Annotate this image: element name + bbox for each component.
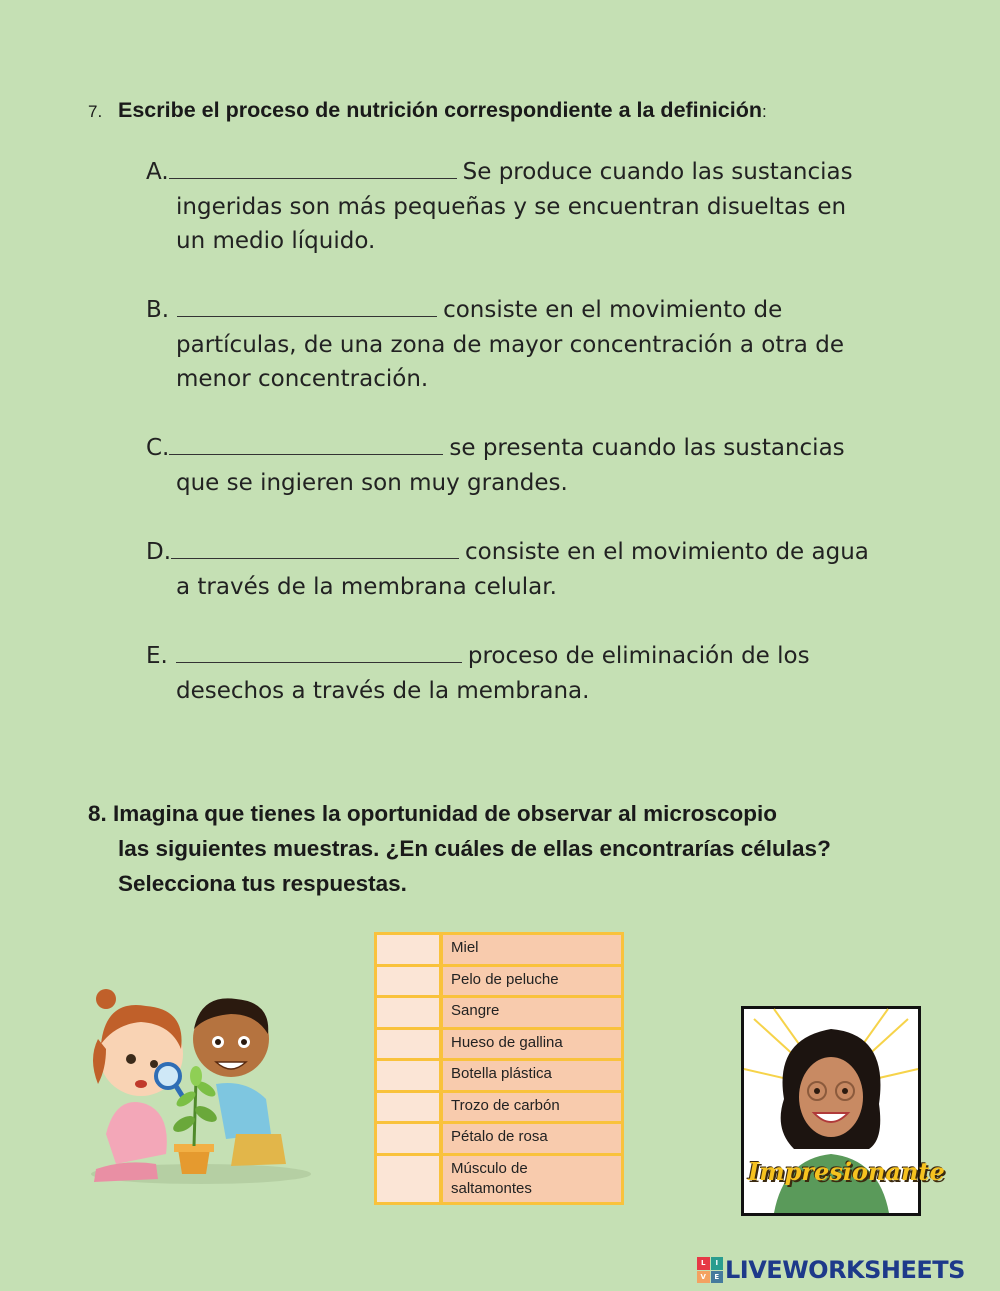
item-letter: E. [146, 643, 168, 669]
kids-illustration [86, 984, 316, 1194]
kids-with-plant-icon [86, 984, 316, 1194]
item-text: que se ingieren son muy grandes. [176, 469, 568, 496]
option-checkbox[interactable] [377, 935, 439, 964]
item-text: desechos a través de la membrana. [176, 677, 590, 704]
logo-mark-icon [697, 1257, 723, 1283]
question-text: Escribe el proceso de nutrición correspondiente a la definición [118, 98, 762, 122]
question-number: 7. [88, 102, 103, 121]
table-row [377, 998, 621, 1027]
option-label: Pelo de peluche [443, 967, 621, 996]
option-label-line: saltamontes [451, 1179, 532, 1197]
table-row [377, 967, 621, 996]
item-text: proceso de eliminación de los [467, 643, 810, 669]
colon: : [761, 102, 767, 121]
option-checkbox[interactable] [377, 1124, 439, 1153]
table-row [377, 1061, 621, 1090]
option-checkbox[interactable] [377, 998, 439, 1027]
option-label: Botella plástica [443, 1061, 621, 1090]
option-checkbox[interactable] [377, 967, 439, 996]
logo-mark-letter: V [697, 1271, 710, 1284]
answer-blank-b[interactable] [177, 294, 437, 317]
item-c [146, 431, 946, 500]
item-letter: D. [146, 539, 172, 565]
table-row [377, 1124, 621, 1153]
option-label: Miel [443, 935, 621, 964]
logo-text: LIVEWORKSHEETS [725, 1256, 965, 1284]
item-text: menor concentración. [176, 366, 429, 392]
option-label: Hueso de gallina [443, 1030, 621, 1059]
option-label: Trozo de carbón [443, 1093, 621, 1122]
option-checkbox[interactable] [377, 1030, 439, 1059]
liveworksheets-logo[interactable] [697, 1254, 965, 1286]
question-text: Imagina que tienes la oportunidad de observar al microscopio [113, 801, 777, 826]
table-row [377, 1030, 621, 1059]
option-checkbox[interactable] [377, 1156, 439, 1202]
item-letter: A. [146, 159, 169, 185]
item-text: un medio líquido. [176, 228, 376, 254]
logo-mark-letter: E [711, 1271, 724, 1284]
option-checkbox[interactable] [377, 1093, 439, 1122]
answer-blank-e[interactable] [176, 640, 462, 663]
answer-blank-d[interactable] [171, 536, 459, 559]
item-b [146, 293, 946, 397]
logo-mark-letter: I [711, 1257, 724, 1270]
item-text: ingeridas son más pequeñas y se encuentran disueltas en [176, 193, 847, 220]
item-d [146, 535, 946, 604]
option-checkbox[interactable] [377, 1061, 439, 1090]
question-text: las siguientes muestras. ¿En cuáles de ellas encontrarías células? [118, 836, 831, 861]
answer-blank-c[interactable] [169, 432, 443, 455]
options-table [374, 932, 624, 1205]
question-8 [88, 796, 831, 901]
logo-mark-letter: L [697, 1257, 710, 1270]
answer-blank-a[interactable] [169, 156, 457, 179]
item-text: consiste en el movimiento de agua [465, 539, 869, 565]
question-7-title [88, 98, 767, 123]
item-a [146, 155, 946, 259]
option-label: Pétalo de rosa [443, 1124, 621, 1153]
option-label: Sangre [443, 998, 621, 1027]
table-row [377, 935, 621, 964]
item-text: a través de la membrana celular. [176, 573, 557, 600]
item-letter: C. [146, 435, 170, 461]
question-number: 8. [88, 801, 107, 826]
item-e [146, 639, 946, 708]
option-label-line: Músculo de [451, 1159, 528, 1177]
item-text: consiste en el movimiento de [443, 297, 783, 323]
item-text: Se produce cuando las sustancias [462, 159, 853, 185]
badge-text: Impresionante [748, 1157, 945, 1186]
item-text: partículas, de una zona de mayor concentración a otra de [176, 331, 844, 358]
question-text: Selecciona tus respuestas. [118, 871, 407, 896]
item-text: se presenta cuando las sustancias [449, 435, 845, 461]
item-letter: B. [146, 297, 170, 323]
impresionante-badge [741, 1006, 945, 1216]
table-row [377, 1156, 621, 1202]
table-row [377, 1093, 621, 1122]
option-label [443, 1156, 621, 1202]
